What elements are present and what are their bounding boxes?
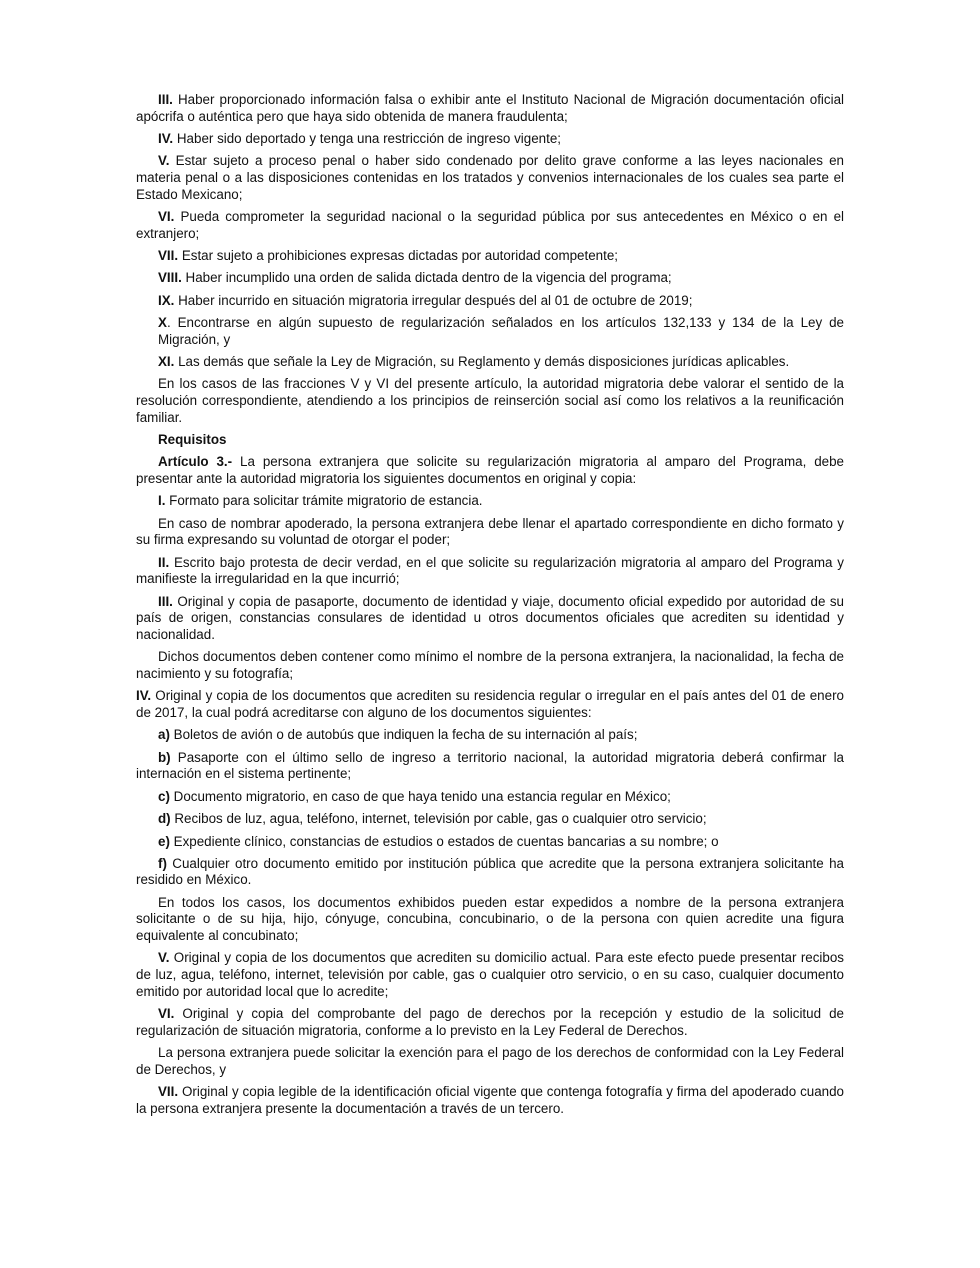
item-b: b) Pasaporte con el último sello de ingreso a territorio nacional, la autoridad migratoria deberá confirmar la internación en el sistema pertinente; <box>136 749 844 782</box>
requirement-vi: VI. Original y copia del comprobante del pago de derechos por la recepción y estudio de la solicitud de regularización de situación migratoria, conforme a lo previsto en la Ley Federal de Derechos. <box>136 1006 844 1038</box>
requirement-iii: III. Original y copia de pasaporte, documento de identidad y viaje, documento oficial expedido por autoridad de su país de origen, constancias consulares de identidad u otros documentos oficiales que acrediten su identidad y nacionalidad. <box>136 593 844 642</box>
document-page <box>136 92 844 1123</box>
fraction-xi: XI. Las demás que señale la Ley de Migración, su Reglamento y demás disposiciones jurídicas aplicables. <box>158 354 790 370</box>
fraction-viii: VIII. Haber incumplido una orden de salida dictada dentro de la vigencia del programa; <box>158 270 672 286</box>
paragraph-todos-los-casos: En todos los casos, los documentos exhibidos pueden estar expedidos a nombre de la persona extranjera solicitante o de su hija, hijo, cónyuge, concubina, concubinario, o de la persona con quien acredite una figura equivalente al concubinato; <box>136 894 844 944</box>
paragraph-apoderado: En caso de nombrar apoderado, la persona extranjera debe llenar el apartado correspondiente en dicho formato y su firma expresando su voluntad de otorgar el poder; <box>136 515 844 548</box>
item-f: f) Cualquier otro documento emitido por institución pública que acredite que la persona extranjera solicitante ha residido en México. <box>136 855 844 888</box>
item-a: a) Boletos de avión o de autobús que indiquen la fecha de su internación al país; <box>158 727 638 743</box>
requirement-iv: IV. Original y copia de los documentos que acrediten su residencia regular o irregular en el país antes del 01 de enero de 2017, la cual podrá acreditarse con alguno de los documentos siguientes: <box>136 688 844 720</box>
section-heading-requisitos: Requisitos <box>158 432 227 448</box>
paragraph-valoracion: En los casos de las fracciones V y VI del presente artículo, la autoridad migratoria debe valorar el sentido de la resolución correspondiente, atendiendo a los principios de reinserción social así como los relativos a la reunificación familiar. <box>136 376 844 425</box>
paragraph-contenido-minimo: Dichos documentos deben contener como mínimo el nombre de la persona extranjera, la nacionalidad, la fecha de nacimiento y su fotografía; <box>136 649 844 681</box>
requirement-i: I. Formato para solicitar trámite migratorio de estancia. <box>158 493 483 509</box>
requirement-vii: VII. Original y copia legible de la identificación oficial vigente que contenga fotografía y firma del apoderado cuando la persona extranjera presente la documentación a través de un tercero. <box>136 1084 844 1116</box>
fraction-ix: IX. Haber incurrido en situación migratoria irregular después del al 01 de octubre de 2019; <box>158 292 693 308</box>
requirement-ii: II. Escrito bajo protesta de decir verdad, en el que solicite su regularización migratoria al amparo del Programa y manifieste la irregularidad en la que incurrió; <box>136 554 844 587</box>
item-e: e) Expediente clínico, constancias de estudios o estados de cuentas bancarias a su nombre; o <box>158 833 719 849</box>
item-d: d) Recibos de luz, agua, teléfono, internet, televisión por cable, gas o cualquier otro servicio; <box>158 811 707 827</box>
fraction-iii: III. Haber proporcionado información falsa o exhibir ante el Instituto Nacional de Migración documentación oficial apócrifa o auténtica pero que haya sido obtenida de manera fraudulenta; <box>136 92 844 124</box>
fraction-vi: VI. Pueda comprometer la seguridad nacional o la seguridad pública por sus antecedentes en México o en el extranjero; <box>136 208 844 241</box>
fraction-vii: VII. Estar sujeto a prohibiciones expresas dictadas por autoridad competente; <box>158 247 619 263</box>
article-3: Artículo 3.- La persona extranjera que solicite su regularización migratoria al amparo del Programa, debe presentar ante la autoridad migratoria los siguientes documentos en original y copia: <box>136 454 844 487</box>
fraction-x: X. Encontrarse en algún supuesto de regularización señalados en los artículos 132,133 y 134 de la Ley de Migración, y <box>158 315 844 347</box>
requirement-v: V. Original y copia de los documentos que acrediten su domicilio actual. Para este efecto puede presentar recibos de luz, agua, teléfono, internet, televisión por cable, gas o cualquier otro servicio, o en su caso, cualquier documento emitido por autoridad local que lo acredite; <box>136 950 844 999</box>
fraction-iv: IV. Haber sido deportado y tenga una restricción de ingreso vigente; <box>158 130 561 146</box>
fraction-v: V. Estar sujeto a proceso penal o haber sido condenado por delito grave conforme a las leyes nacionales en materia penal o a las disposiciones contenidas en los tratados y convenios internacionales de los cuales sea parte el Estado Mexicano; <box>136 153 844 202</box>
paragraph-exencion: La persona extranjera puede solicitar la exención para el pago de los derechos de conformidad con la Ley Federal de Derechos, y <box>136 1045 844 1077</box>
item-c: c) Documento migratorio, en caso de que haya tenido una estancia regular en México; <box>158 788 671 804</box>
